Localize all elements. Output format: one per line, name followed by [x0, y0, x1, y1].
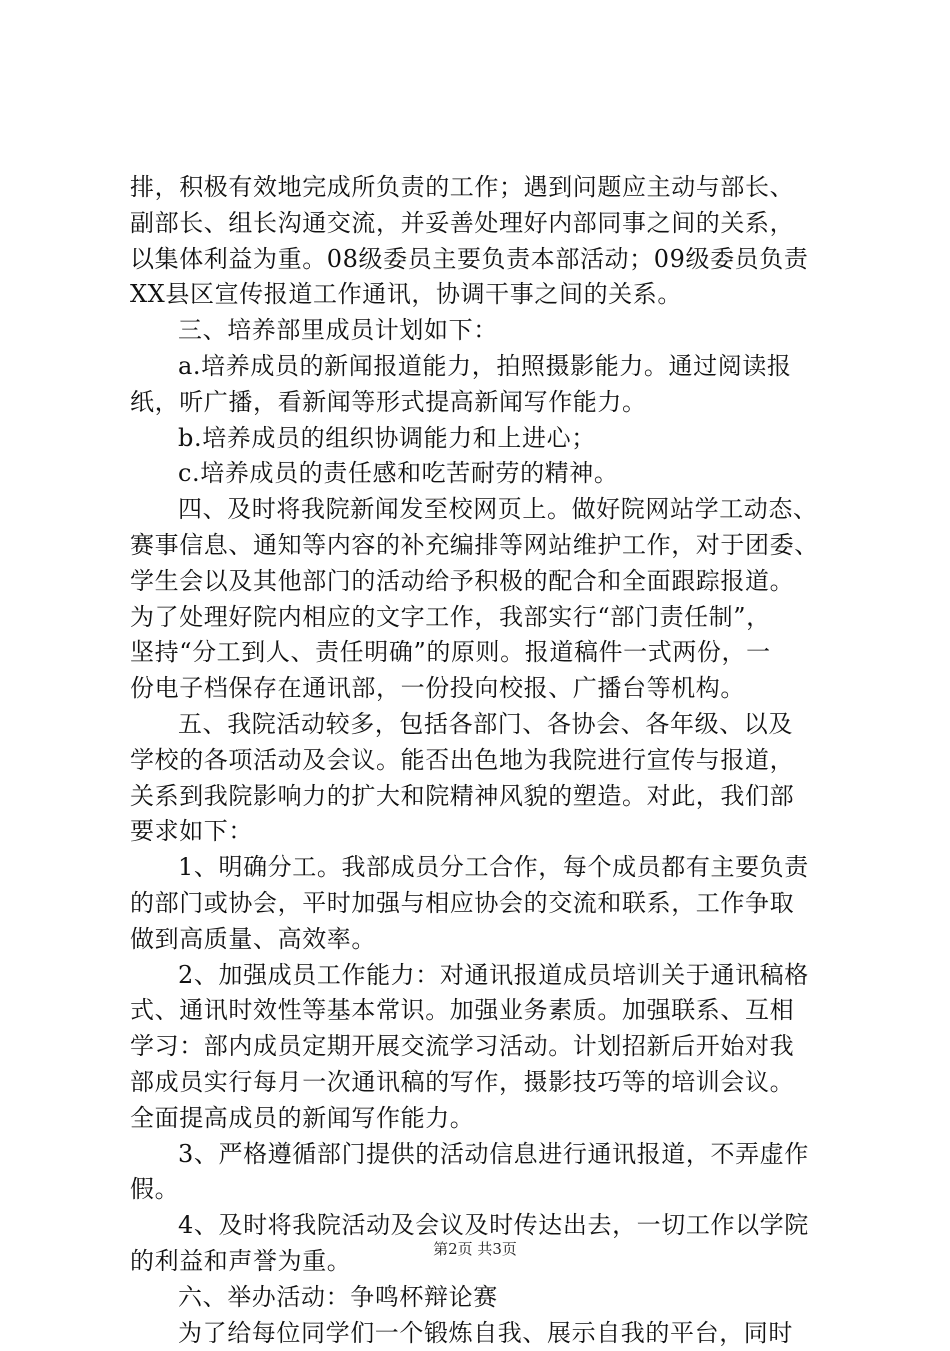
text-line: 假。 [130, 1172, 830, 1208]
text-line: 做到高质量、高效率。 [130, 922, 830, 958]
text-line: 为了处理好院内相应的文字工作，我部实行“部门责任制”， [130, 600, 830, 636]
text-line: 纸，听广播，看新闻等形式提高新闻写作能力。 [130, 385, 830, 421]
text-line: 2、加强成员工作能力：对通讯报道成员培训关于通讯稿格 [130, 958, 830, 994]
document-body [130, 170, 830, 1351]
text-line: 部成员实行每月一次通讯稿的写作，摄影技巧等的培训会议。 [130, 1065, 830, 1101]
text-line: 份电子档保存在通讯部，一份投向校报、广播台等机构。 [130, 671, 830, 707]
text-line: 坚持“分工到人、责任明确”的原则。报道稿件一式两份，一 [130, 635, 830, 671]
text-line: 3、严格遵循部门提供的活动信息进行通讯报道，不弄虚作 [130, 1137, 830, 1173]
text-line: 式、通讯时效性等基本常识。加强业务素质。加强联系、互相 [130, 993, 830, 1029]
text-line: 的利益和声誉为重。 [130, 1244, 830, 1280]
text-line: 三、培养部里成员计划如下： [130, 313, 830, 349]
text-line: c.培养成员的责任感和吃苦耐劳的精神。 [130, 456, 830, 492]
text-line: 学生会以及其他部门的活动给予积极的配合和全面跟踪报道。 [130, 564, 830, 600]
text-line: 五、我院活动较多，包括各部门、各协会、各年级、以及 [130, 707, 830, 743]
text-line: XX县区宣传报道工作通讯，协调干事之间的关系。 [130, 277, 830, 313]
text-line: 学校的各项活动及会议。能否出色地为我院进行宣传与报道， [130, 743, 830, 779]
text-line: b.培养成员的组织协调能力和上进心； [130, 421, 830, 457]
text-line: 副部长、组长沟通交流，并妥善处理好内部同事之间的关系， [130, 206, 830, 242]
text-line: 4、及时将我院活动及会议及时传达出去，一切工作以学院 [130, 1208, 830, 1244]
text-line: 六、举办活动：争鸣杯辩论赛 [130, 1280, 830, 1316]
text-line: 全面提高成员的新闻写作能力。 [130, 1101, 830, 1137]
text-line: 以集体利益为重。08级委员主要负责本部活动；09级委员负责 [130, 242, 830, 278]
page-footer: 第2页 共3页 [0, 1238, 950, 1259]
text-line: 四、及时将我院新闻发至校网页上。做好院网站学工动态、 [130, 492, 830, 528]
text-line: 排，积极有效地完成所负责的工作；遇到问题应主动与部长、 [130, 170, 830, 206]
text-line: 1、明确分工。我部成员分工合作，每个成员都有主要负责 [130, 850, 830, 886]
text-line: 的部门或协会，平时加强与相应协会的交流和联系，工作争取 [130, 886, 830, 922]
text-line: 赛事信息、通知等内容的补充编排等网站维护工作，对于团委、 [130, 528, 830, 564]
text-line: 为了给每位同学们一个锻炼自我、展示自我的平台，同时 [130, 1316, 830, 1351]
text-line: 学习：部内成员定期开展交流学习活动。计划招新后开始对我 [130, 1029, 830, 1065]
text-line: a.培养成员的新闻报道能力，拍照摄影能力。通过阅读报 [130, 349, 830, 385]
text-line: 要求如下： [130, 814, 830, 850]
text-line: 关系到我院影响力的扩大和院精神风貌的塑造。对此，我们部 [130, 779, 830, 815]
